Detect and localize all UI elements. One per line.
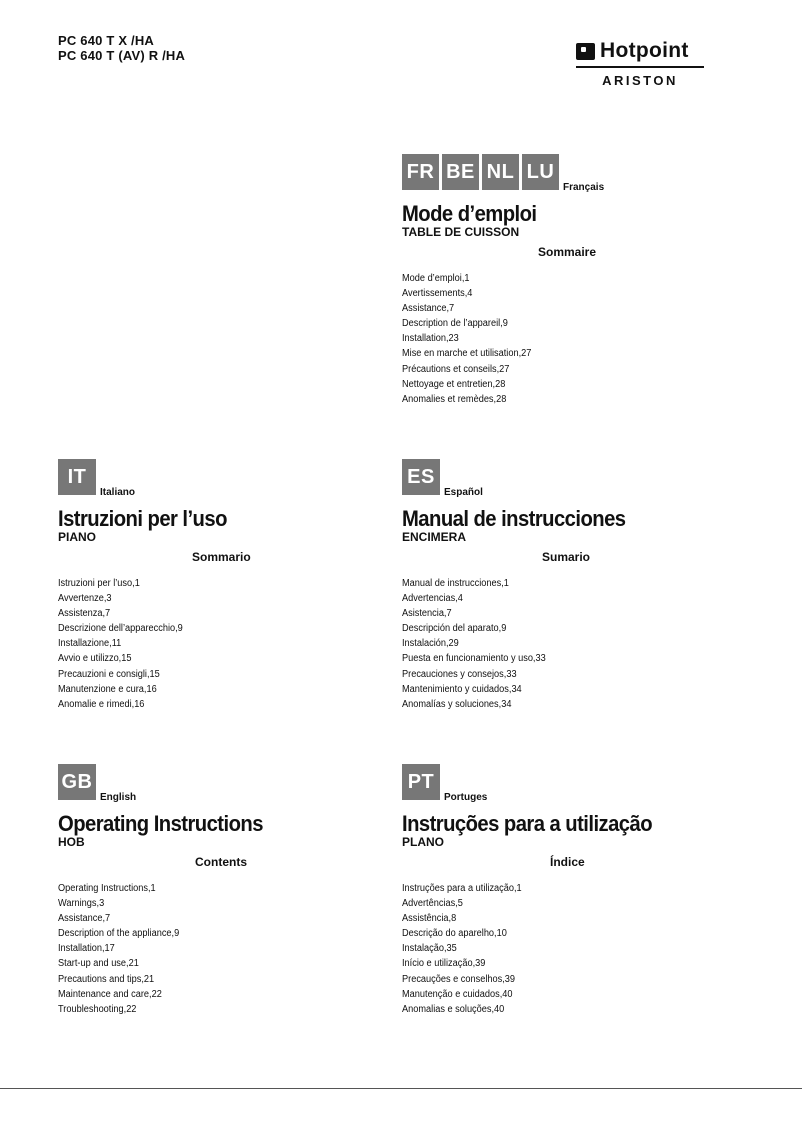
toc-item: Descrizione dell’apparecchio,9	[58, 623, 183, 635]
toc-list	[58, 576, 362, 712]
toc-item: Manutenzione e cura,16	[58, 683, 157, 695]
section-italian	[58, 458, 388, 712]
language-label: Italiano	[100, 487, 136, 498]
toc-item: Precauciones y consejos,33	[402, 668, 517, 680]
toc-list	[402, 271, 706, 407]
section-title: Operating Instructions	[58, 811, 263, 836]
toc-item: Advertências,5	[402, 898, 463, 910]
section-title: Instruções para a utilização	[402, 811, 653, 836]
section-spanish	[402, 458, 732, 712]
toc-item: Operating Instructions,1	[58, 883, 156, 894]
toc-item: Installazione,11	[58, 638, 122, 650]
toc-item: Início e utilização,39	[402, 958, 486, 970]
toc-item: Instalação,35	[402, 943, 457, 955]
toc-title: Sumario	[542, 550, 591, 564]
badge-be: BE	[442, 154, 479, 190]
badge-nl: NL	[482, 154, 519, 190]
footer-divider	[0, 1088, 802, 1089]
toc-item: Assistenza,7	[58, 608, 111, 620]
brand-divider	[576, 66, 704, 68]
brand-logo	[576, 40, 704, 90]
brand-mark-icon	[576, 43, 595, 60]
section-title: Mode d’emploi	[402, 201, 537, 226]
toc-item: Nettoyage et entretien,28	[402, 378, 506, 390]
toc-item: Assistance,7	[58, 913, 111, 925]
toc-item: Description of the appliance,9	[58, 928, 180, 940]
badge-es: ES	[402, 459, 440, 495]
language-label: Español	[444, 487, 483, 498]
toc-item: Asistencia,7	[402, 608, 452, 620]
toc-item: Anomalies et remèdes,28	[402, 393, 507, 405]
language-badges	[402, 458, 732, 498]
toc-item: Troubleshooting,22	[58, 1003, 137, 1015]
toc-list	[402, 881, 706, 1017]
toc-item: Precautions and tips,21	[58, 973, 155, 985]
badge-fr: FR	[402, 154, 439, 190]
section-title: Manual de instrucciones	[402, 506, 626, 531]
toc-item: Anomalie e rimedi,16	[58, 698, 145, 710]
language-badges	[58, 763, 388, 803]
toc-item: Istruzioni per l’uso,1	[58, 578, 140, 589]
language-badges	[58, 458, 388, 498]
toc-item: Manual de instrucciones,1	[402, 578, 509, 589]
toc-item: Avertissements,4	[402, 288, 473, 300]
section-subtitle: TABLE DE CUISSON	[402, 225, 520, 239]
section-french	[402, 153, 732, 407]
toc-item: Maintenance and care,22	[58, 988, 162, 1000]
badge-it: IT	[58, 459, 96, 495]
toc-title: Sommaire	[538, 245, 597, 259]
section-portuguese	[402, 763, 732, 1017]
badge-gb: GB	[58, 764, 96, 800]
section-subtitle: PLANO	[402, 835, 444, 849]
toc-list	[402, 576, 706, 712]
toc-item: Puesta en funcionamiento y uso,33	[402, 653, 546, 665]
toc-item: Descrição do aparelho,10	[402, 928, 507, 940]
section-subtitle: PIANO	[58, 530, 97, 544]
model-line-1: PC 640 T X /HA	[58, 33, 154, 48]
section-subtitle: ENCIMERA	[402, 530, 467, 544]
section-english	[58, 763, 388, 1017]
toc-item: Descripción del aparato,9	[402, 623, 507, 635]
toc-item: Assistência,8	[402, 913, 457, 925]
language-badges	[402, 153, 732, 193]
toc-title: Sommario	[192, 550, 251, 564]
toc-title: Índice	[550, 855, 585, 869]
language-label: Français	[563, 182, 605, 193]
language-label: English	[100, 792, 137, 803]
badge-lu: LU	[522, 154, 559, 190]
brand-name: Hotpoint	[600, 39, 689, 62]
toc-item: Manutenção e cuidados,40	[402, 988, 513, 1000]
toc-title: Contents	[195, 855, 247, 869]
model-numbers	[58, 33, 185, 63]
model-line-2: PC 640 T (AV) R /HA	[58, 48, 186, 63]
language-badges	[402, 763, 732, 803]
toc-item: Description de l’appareil,9	[402, 318, 508, 330]
toc-item: Installation,23	[402, 333, 459, 345]
toc-item: Start-up and use,21	[58, 958, 139, 970]
toc-item: Warnings,3	[58, 898, 105, 910]
language-label: Portuges	[444, 792, 488, 803]
toc-item: Precauções e conselhos,39	[402, 973, 516, 985]
toc-list	[58, 881, 362, 1017]
section-subtitle: HOB	[58, 835, 85, 849]
badge-pt: PT	[402, 764, 440, 800]
toc-item: Instruções para a utilização,1	[402, 883, 522, 894]
toc-item: Anomalias e soluções,40	[402, 1003, 505, 1015]
toc-item: Mode d’emploi,1	[402, 273, 470, 284]
toc-item: Mise en marche et utilisation,27	[402, 348, 532, 360]
toc-item: Anomalías y soluciones,34	[402, 698, 512, 710]
brand-subname: ARISTON	[602, 73, 678, 88]
toc-item: Avvio e utilizzo,15	[58, 653, 132, 665]
toc-item: Installation,17	[58, 943, 115, 955]
toc-item: Instalación,29	[402, 638, 459, 650]
toc-item: Assistance,7	[402, 303, 455, 315]
toc-item: Precauzioni e consigli,15	[58, 668, 160, 680]
section-title: Istruzioni per l’uso	[58, 506, 227, 531]
toc-item: Avvertenze,3	[58, 593, 112, 605]
toc-item: Advertencias,4	[402, 593, 463, 605]
toc-item: Précautions et conseils,27	[402, 363, 510, 375]
toc-item: Mantenimiento y cuidados,34	[402, 683, 522, 695]
